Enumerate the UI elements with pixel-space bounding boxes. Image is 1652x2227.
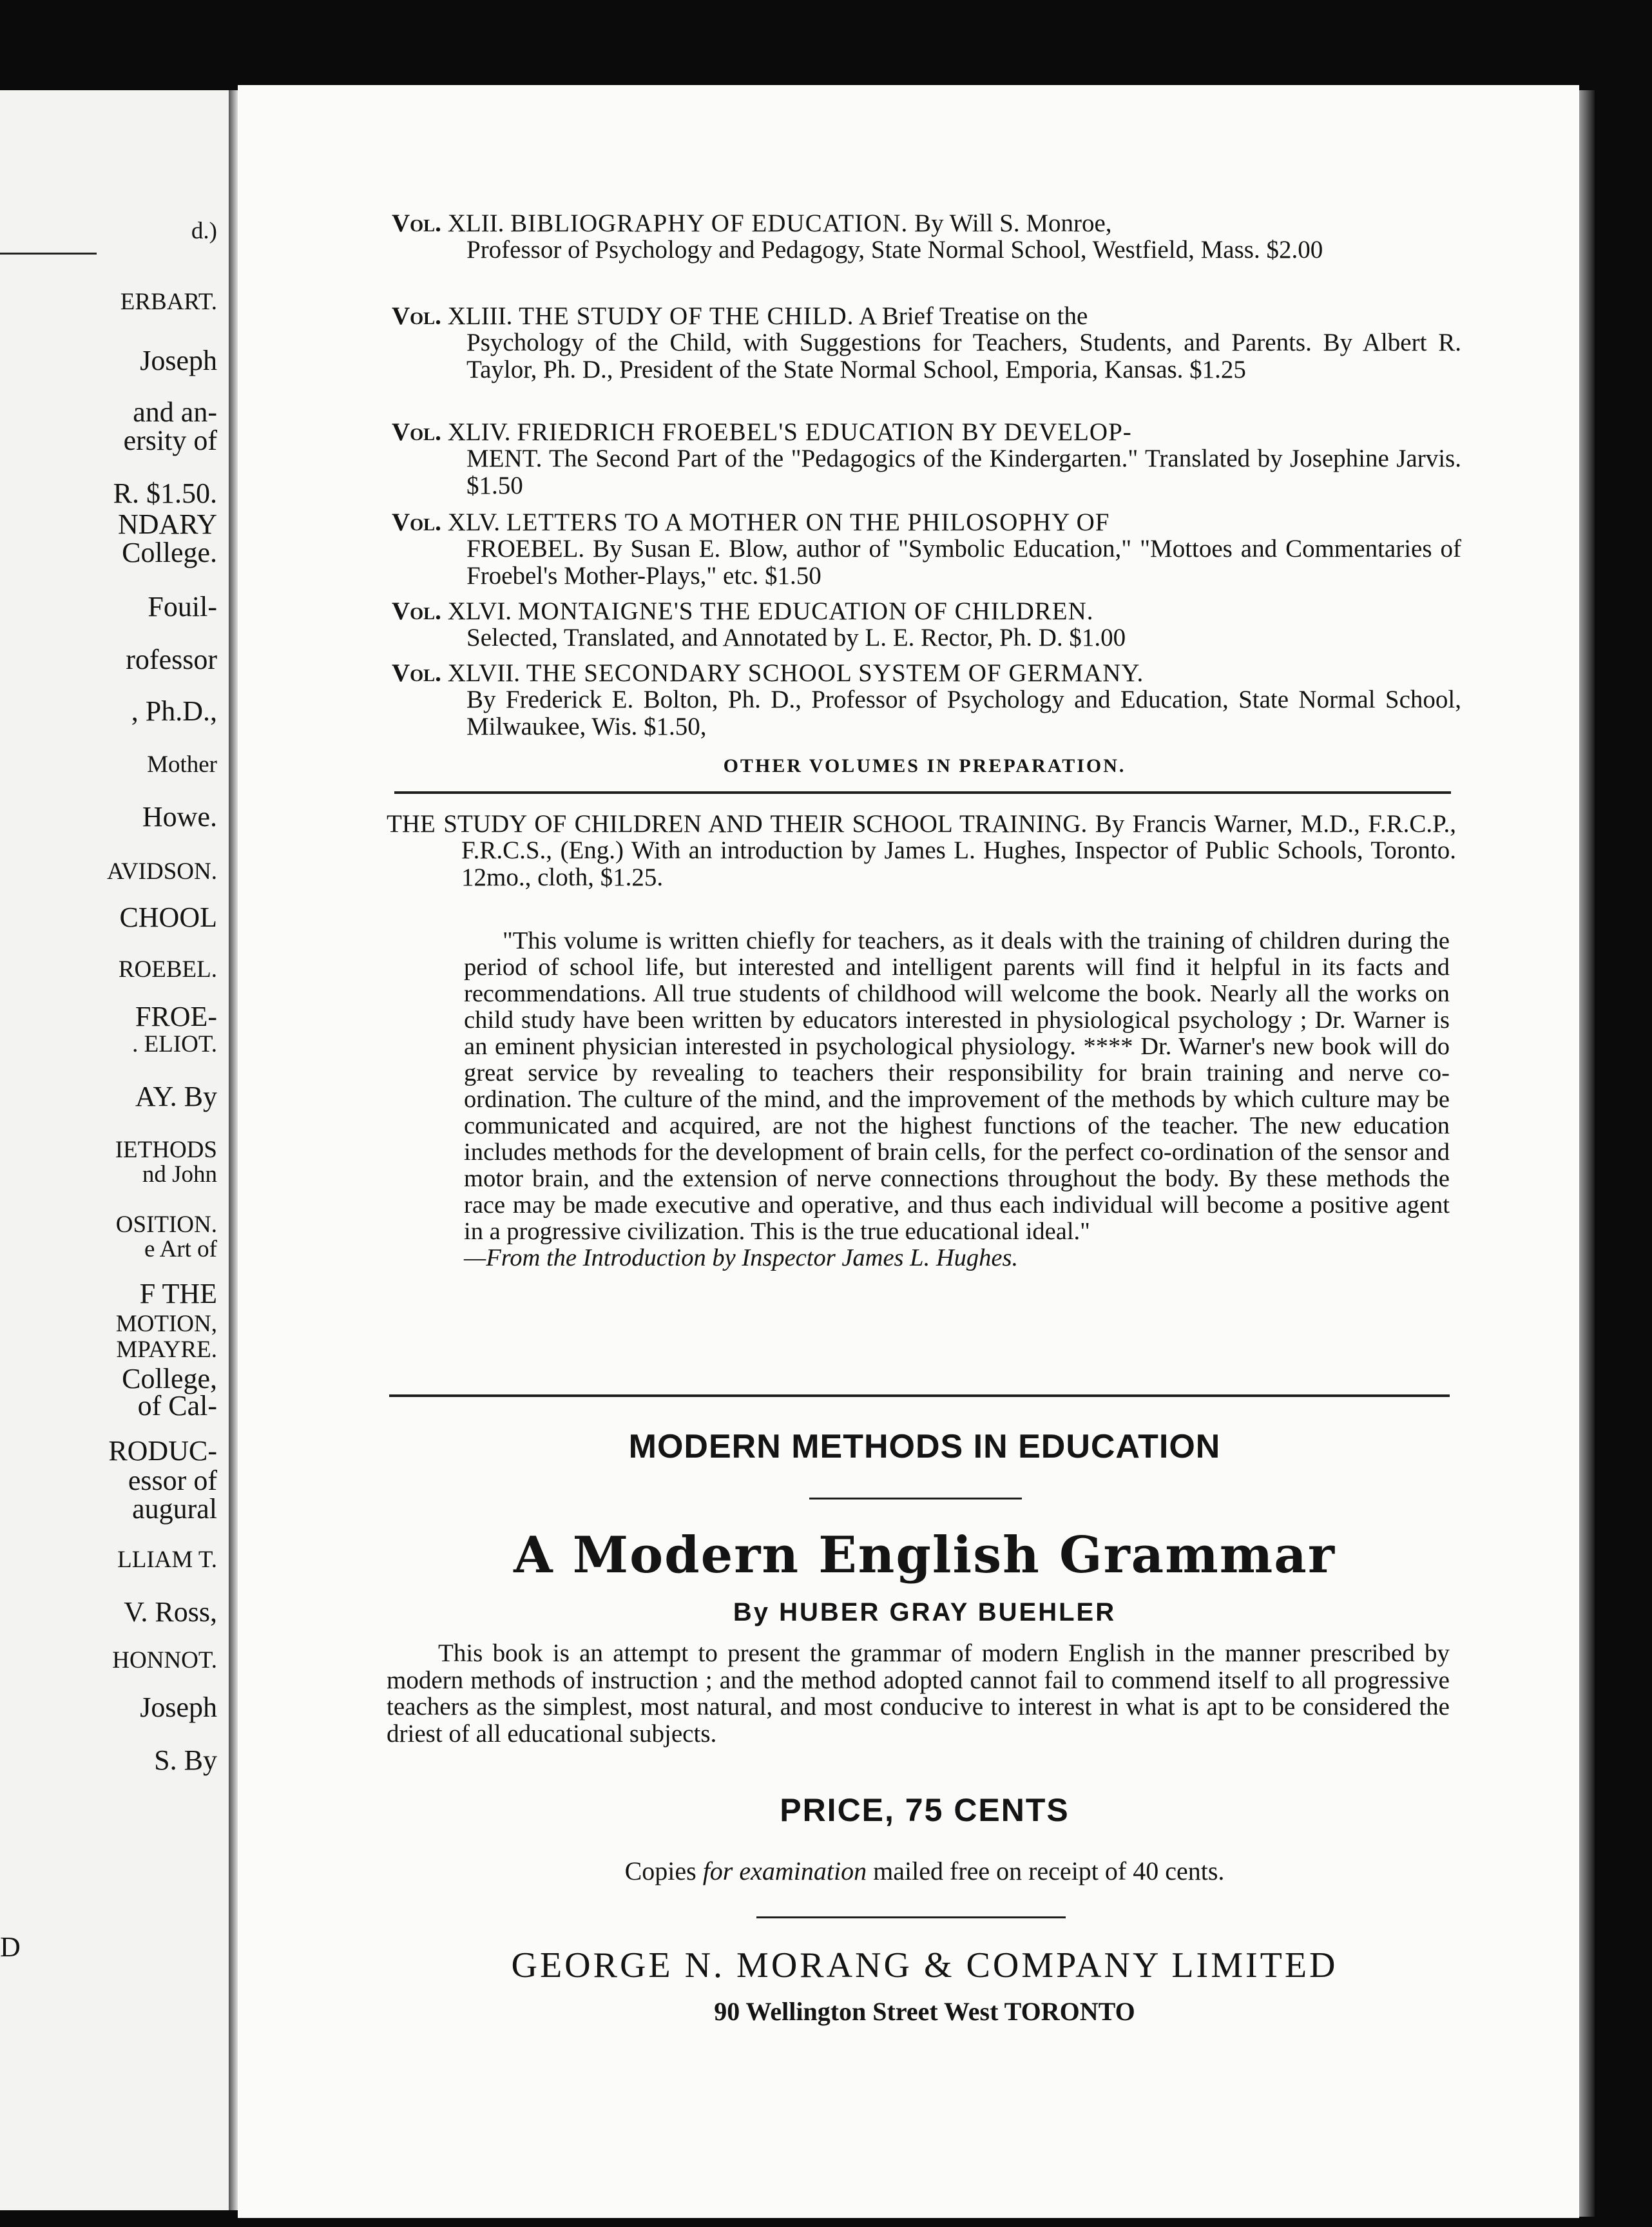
- left-fragment: F THE: [139, 1278, 217, 1309]
- section-rule: [394, 791, 1451, 794]
- quote-text: "This volume is written chiefly for teachers, as it deals with the training of children during the period of school life, but interested and intelligent parents will find it helpful in its facts and recommendations. All true students of childhood will welcome the book. Nearly all the works on child study have been written by educators interested in physiological psychology ; Dr. Warner is an eminent physician interested in psychological physiology. **** Dr. Warner's new book will do great service by revealing to teachers their responsibility for brain training and nerve co-ordination. The culture of the mind, and the improvement of the methods by which culture may be communicated and acquired, are not the highest functions of the teacher. The new education includes methods for the development of brain cells, for the perfect co-ordination of the sensor and motor brain, and the extension of nerve connections throughout the body. By these methods the race may be made executive and operative, and thus each individual will become a positive agent in a progressive civilization. This is the true educational ideal.": [464, 927, 1450, 1245]
- volume-title: BIBLIOGRAPHY OF EDUCATION.: [510, 209, 908, 237]
- price-line: PRICE, 75 CENTS: [780, 1792, 1070, 1828]
- volume-lead-rest: A Brief Treatise on the: [858, 302, 1088, 330]
- volume-title: THE SECONDARY SCHOOL SYSTEM OF GERMANY.: [526, 659, 1144, 687]
- left-fragment: Joseph: [140, 345, 217, 376]
- left-fragment: essor of: [128, 1465, 217, 1496]
- volume-description: Psychology of the Child, with Suggestions for Teachers, Students, and Parents. By Albert R. Taylor, Ph. D., President of the State Normal School, Emporia, Kansas. $1.25: [466, 329, 1461, 383]
- book-title: A Modern English Grammar: [514, 1526, 1336, 1585]
- left-fragment: MOTION,: [115, 1311, 217, 1337]
- book-gutter: [229, 90, 238, 2210]
- left-fragment: D: [0, 1931, 21, 1963]
- copies-line: [387, 1856, 1463, 1886]
- volume-number: XLVI.: [447, 597, 512, 625]
- study-heading: THE STUDY OF CHILDREN AND THEIR SCHOOL TRAINING. By Francis Warner, M.D., F.R.C.P., F.R.C.S., (Eng.) With an introduction by James L. Hughes, Inspector of Public Schools, Toronto. 12mo., cloth, $1.25.: [387, 810, 1456, 891]
- copies-prefix: Copies: [624, 1856, 696, 1885]
- author-byline: By HUBER GRAY BUEHLER: [733, 1598, 1117, 1626]
- volume-lead-rest: By Will S. Monroe,: [914, 209, 1112, 237]
- volume-number: XLIV.: [447, 418, 511, 446]
- left-fragment: RODUC-: [108, 1435, 217, 1467]
- volume-entry: [392, 598, 1461, 651]
- section-rule: [389, 1394, 1450, 1397]
- volume-description: By Frederick E. Bolton, Ph. D., Professor of Psychology and Education, State Normal School, Milwaukee, Wis. $1.50,: [466, 686, 1461, 740]
- left-fragment: IETHODS: [115, 1137, 217, 1163]
- study-of-children-entry: [387, 811, 1456, 891]
- short-rule: [756, 1916, 1066, 1918]
- left-fragment: augural: [132, 1493, 217, 1525]
- left-fragment: nd John: [142, 1161, 217, 1188]
- blurb-text: This book is an attempt to present the grammar of modern English in the manner prescribed by modern methods of instruction ; and the method adopted cannot fail to commend itself to all progressive teachers as the simplest, most natural, and most conducive to interest in what is apt to be considered the driest of all educational subjects.: [387, 1639, 1450, 1748]
- volume-number: XLV.: [447, 508, 500, 536]
- left-fragment: d.): [191, 218, 217, 244]
- grammar-blurb: [387, 1640, 1450, 1748]
- left-fragment: LLIAM T.: [117, 1547, 217, 1573]
- volume-label: Vol.: [392, 209, 441, 237]
- volume-title: THE STUDY OF THE CHILD.: [519, 302, 854, 330]
- volume-title: FRIEDRICH FROEBEL'S EDUCATION BY DEVELOP-: [517, 418, 1132, 446]
- volume-entry: [392, 210, 1461, 264]
- volume-entry: [392, 660, 1461, 740]
- volume-entry: [392, 509, 1461, 589]
- left-fragment: Mother: [147, 751, 217, 778]
- left-rule: [0, 253, 97, 255]
- volume-entry: [392, 419, 1461, 499]
- volume-label: Vol.: [392, 508, 441, 536]
- left-fragment: MPAYRE.: [116, 1336, 217, 1363]
- left-fragment: ERBART.: [120, 289, 217, 315]
- left-fragment: Fouil-: [148, 591, 217, 622]
- left-fragment: College.: [122, 537, 217, 568]
- volume-label: Vol.: [392, 659, 441, 687]
- study-quote: [464, 928, 1450, 1271]
- left-fragment: , Ph.D.,: [131, 695, 217, 727]
- copies-italic: for examination: [702, 1856, 867, 1885]
- left-fragment: Joseph: [140, 1692, 217, 1723]
- left-fragment: and an-: [133, 396, 217, 428]
- left-fragment: HONNOT.: [112, 1647, 217, 1673]
- left-fragment: FROE-: [135, 1001, 217, 1032]
- left-fragment: NDARY: [117, 508, 217, 540]
- volume-title: LETTERS TO A MOTHER ON THE PHILOSOPHY OF: [506, 508, 1110, 536]
- left-fragment: rofessor: [126, 644, 217, 675]
- volume-number: XLII.: [447, 209, 504, 237]
- volume-number: XLIII.: [447, 302, 513, 330]
- page-edge-shadow: [1579, 90, 1595, 2217]
- series-heading: MODERN METHODS IN EDUCATION: [628, 1428, 1221, 1465]
- left-fragment: . ELIOT.: [132, 1031, 217, 1057]
- quote-attribution: —From the Introduction by Inspector James L. Hughes.: [464, 1244, 1019, 1271]
- other-volumes-note: OTHER VOLUMES IN PREPARATION.: [723, 755, 1126, 776]
- left-fragment: AY. By: [135, 1081, 217, 1112]
- left-fragment: ersity of: [123, 425, 217, 456]
- left-fragment: CHOOL: [119, 901, 217, 933]
- volume-label: Vol.: [392, 302, 441, 330]
- volume-label: Vol.: [392, 418, 441, 446]
- left-fragment: OSITION.: [115, 1211, 217, 1238]
- left-fragment: S. By: [154, 1744, 217, 1776]
- volume-description: Professor of Psychology and Pedagogy, State Normal School, Westfield, Mass. $2.00: [466, 236, 1323, 264]
- left-fragment: College,: [122, 1363, 217, 1394]
- volume-description: MENT. The Second Part of the "Pedagogics of the Kindergarten." Translated by Josephine Jarvis. $1.50: [466, 445, 1461, 499]
- copies-suffix: mailed free on receipt of 40 cents.: [873, 1856, 1225, 1885]
- volume-number: XLVII.: [447, 659, 520, 687]
- left-fragment: R. $1.50.: [113, 477, 217, 509]
- left-fragment: Howe.: [142, 801, 217, 833]
- volume-title: MONTAIGNE'S THE EDUCATION OF CHILDREN.: [517, 597, 1094, 625]
- volume-label: Vol.: [392, 597, 441, 625]
- left-fragment: AVIDSON.: [107, 858, 217, 885]
- volume-entry: [392, 303, 1461, 383]
- left-page-fragment: [0, 90, 229, 2210]
- left-fragment: V. Ross,: [124, 1596, 217, 1628]
- publisher-name: GEORGE N. MORANG & COMPANY LIMITED: [511, 1945, 1338, 1985]
- short-rule: [809, 1498, 1022, 1499]
- volume-description: Selected, Translated, and Annotated by L. E. Rector, Ph. D. $1.00: [466, 624, 1126, 652]
- left-fragment: ROEBEL.: [118, 956, 217, 983]
- left-fragment: of Cal-: [137, 1390, 217, 1422]
- left-fragment: e Art of: [144, 1236, 217, 1262]
- volume-description: FROEBEL. By Susan E. Blow, author of "Symbolic Education," "Mottoes and Commentaries of Froebel's Mother-Plays," etc. $1.50: [466, 535, 1461, 590]
- publisher-address: 90 Wellington Street West TORONTO: [714, 1997, 1135, 2026]
